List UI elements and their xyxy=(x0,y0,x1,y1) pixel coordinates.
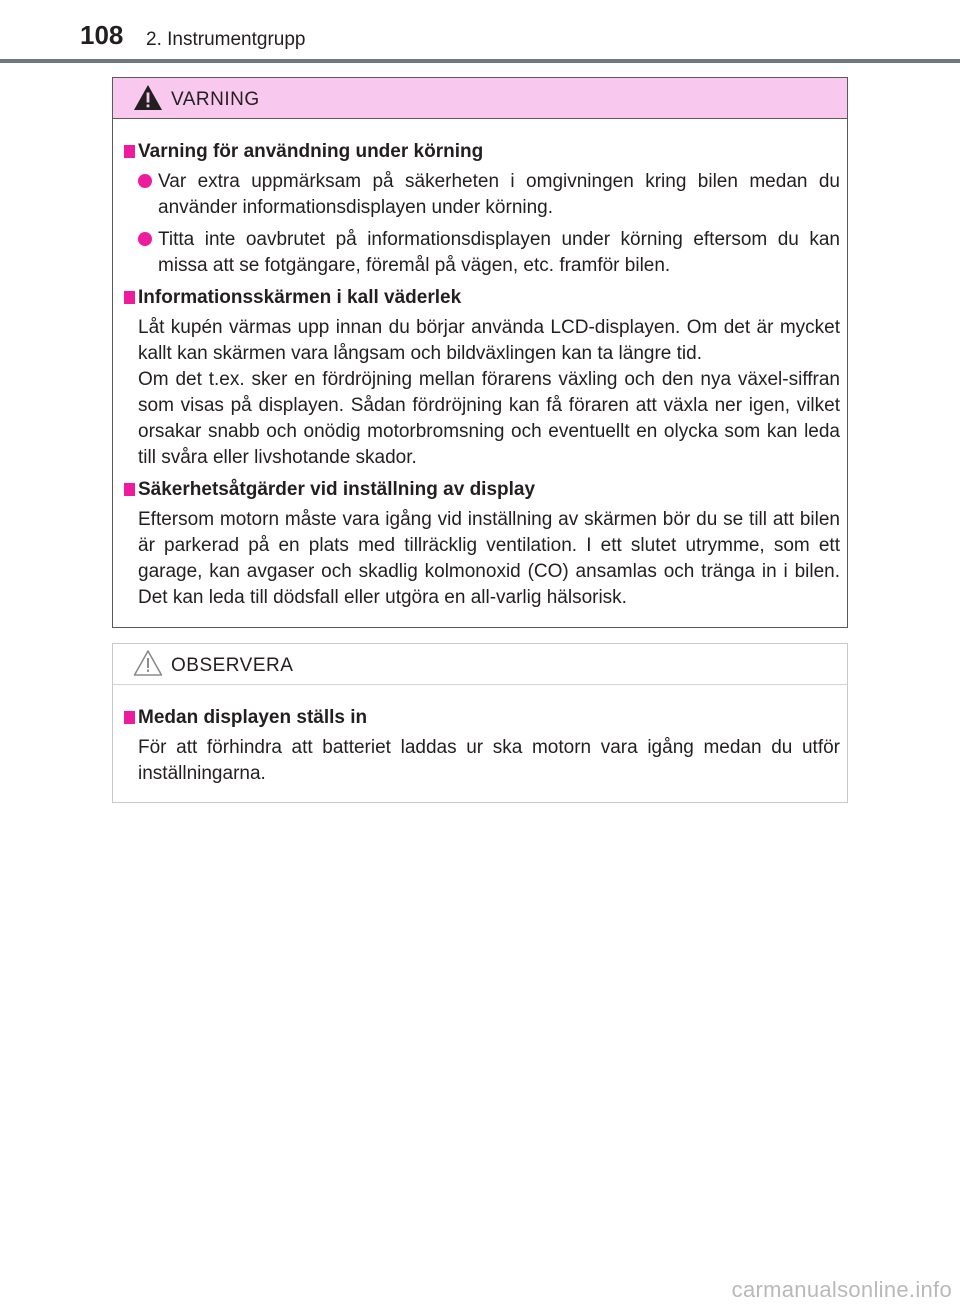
warning-bullet-text: Titta inte oavbrutet på informationsdisplayen under körning eftersom du kan missa att se fotgängare, föremål på vägen, etc. framför bilen. xyxy=(158,229,840,276)
warning-item-heading xyxy=(123,285,840,311)
square-bullet-icon xyxy=(124,711,135,724)
warning-title: VARNING xyxy=(171,89,260,110)
warning-paragraph: Om det t.ex. sker en fördröjning mellan förarens växling och den nya växel-siffran som visas på displayen. Sådan fördröjning kan få föraren att växla ner igen, vilket orsakar snabb och onödig motorbromsning och eventuellt en olycka som kan leda till svåra eller livshotande skador. xyxy=(138,369,840,468)
warning-bullet-text: Var extra uppmärksam på säkerheten i omgivningen kring bilen medan du använder informationsdisplayen under körning. xyxy=(158,171,840,218)
square-bullet-icon xyxy=(124,291,135,304)
warning-triangle-icon xyxy=(133,84,163,112)
warning-bullet xyxy=(123,169,840,221)
square-bullet-icon xyxy=(124,483,135,496)
notice-item-heading xyxy=(123,705,840,731)
warning-paragraph: Eftersom motorn måste vara igång vid inställning av skärmen bör du se till att bilen är parkerad på en plats med tillräcklig ventilation. I ett slutet utrymme, som ett garage, kan avgaser och skadlig kolmonoxid (CO) ansamlas och tränga in i bilen. Det kan leda till dödsfall eller utgöra en all-varlig hälsorisk. xyxy=(138,509,840,608)
notice-paragraph: För att förhindra att batteriet laddas ur ska motorn vara igång medan du utför inställningarna. xyxy=(138,737,840,784)
warning-item-heading-text: Säkerhetsåtgärder vid inställning av display xyxy=(138,479,536,500)
notice-title: OBSERVERA xyxy=(171,655,294,676)
round-bullet-icon xyxy=(138,174,152,188)
warning-box-body xyxy=(113,119,847,611)
warning-box xyxy=(112,77,848,628)
notice-triangle-icon xyxy=(133,649,163,677)
warning-bullet xyxy=(123,227,840,279)
warning-box-header xyxy=(113,78,847,119)
notice-item-heading-text: Medan displayen ställs in xyxy=(138,707,368,728)
warning-item-heading xyxy=(123,477,840,503)
warning-item-heading-text: Varning för användning under körning xyxy=(138,141,484,162)
notice-box-header xyxy=(113,644,847,685)
warning-item-heading-text: Informationsskärmen i kall väderlek xyxy=(138,287,462,308)
header-rule xyxy=(0,59,960,63)
notice-box-body xyxy=(113,685,847,787)
notice-box xyxy=(112,643,848,803)
section-title: 2. Instrumentgrupp xyxy=(146,29,306,50)
page-number: 108 xyxy=(80,20,124,50)
square-bullet-icon xyxy=(124,145,135,158)
watermark: carmanualsonline.info xyxy=(731,1277,952,1302)
warning-item-heading xyxy=(123,139,840,165)
warning-paragraph: Låt kupén värmas upp innan du börjar använda LCD-displayen. Om det är mycket kallt kan skärmen vara långsam och bildväxlingen kan ta längre tid. xyxy=(138,317,840,364)
page-header xyxy=(0,0,960,66)
round-bullet-icon xyxy=(138,232,152,246)
